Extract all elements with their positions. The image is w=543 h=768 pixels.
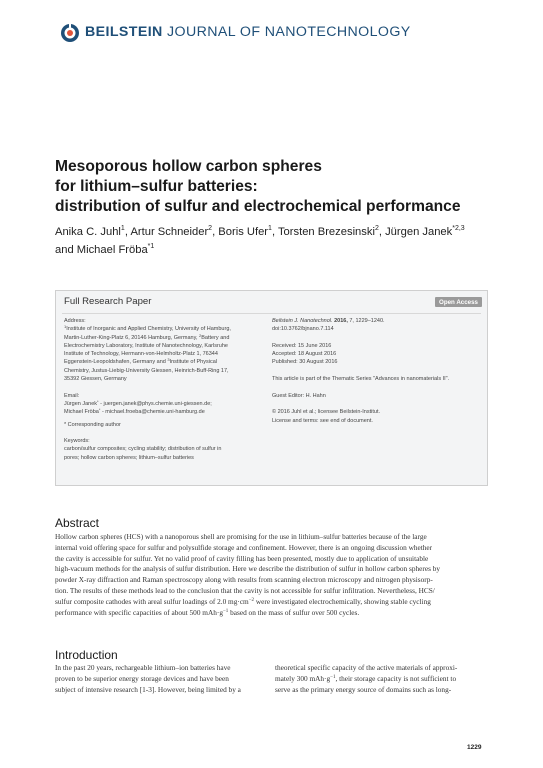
author-list: Anika C. Juhl$^1$, Artur Schneider$^2$, Boris Ufer$^1$, Torsten Brezesinski$^2$, Jürgen Janek$^{*2,3}$ and Michael Fröba$^{*1}$ xyxy=(55,225,465,256)
infobox-divider xyxy=(62,313,481,314)
abstract-text xyxy=(55,532,489,618)
author-name: Artur Schneider xyxy=(130,226,209,238)
infobox-right-column xyxy=(272,317,482,425)
author-name: Michael Fröba xyxy=(76,244,148,256)
author-affiliation: *2,3 xyxy=(452,225,465,232)
abstract-heading: Abstract xyxy=(55,516,100,530)
body-line: serve as the primary energy source of domains such as long- xyxy=(275,684,452,694)
infobox-left-column xyxy=(64,317,264,462)
introduction-column-right xyxy=(275,663,489,695)
abstract-line: the cavity is accessible for sulfur. Yet no valid proof of cavity filling has been presented, mostly due to application of unsuitable xyxy=(55,553,429,563)
introduction-column-left xyxy=(55,663,267,695)
email-link[interactable]: - juergen.janek@phys.chemie.uni-giessen.de; xyxy=(98,400,212,407)
body-line: proven to be superior energy storage devices and have been xyxy=(55,673,229,683)
page-number: 1229 xyxy=(467,744,482,751)
author-name: Torsten Brezesinski xyxy=(277,226,375,238)
email-entry: Michael Fröba* - michael.froeba@chemie.uni-hamburg.de xyxy=(64,407,205,416)
address-line: Electrochemistry Laboratory, Institute of Nanotechnology, Karlsruhe xyxy=(64,342,228,349)
accepted-date: Accepted: 18 August 2016 xyxy=(272,351,337,358)
address-line: Institute of Technology, Hermann-von-Helmholtz-Platz 1, 76344 xyxy=(64,351,218,358)
email-label: Email: xyxy=(64,392,80,399)
license-line: License and terms: see end of document. xyxy=(272,417,373,424)
abstract-line: internal void offering space for sulfur and polysulfide storage and confinement. However, there is an ongoing discussion whether xyxy=(55,542,433,552)
author-name: Jürgen Janek xyxy=(385,226,453,238)
keywords-line: pores; hollow carbon spheres; lithium–sulfur batteries xyxy=(64,454,194,461)
body-line: subject of intensive research [1-3]. However, being limited by a xyxy=(55,684,241,694)
author-affiliation: *1 xyxy=(147,243,155,250)
beilstein-logo-icon xyxy=(60,23,80,43)
keywords-line: carbon/sulfur composites; cycling stability; distribution of sulfur in xyxy=(64,446,222,453)
body-line: theoretical specific capacity of the active materials of approxi- xyxy=(275,663,458,672)
journal-name xyxy=(85,24,411,40)
article-title xyxy=(55,157,495,217)
citation: Beilstein J. Nanotechnol. 2016, 7, 1229–1240. xyxy=(272,318,385,324)
body-line: mately 300 $mAh\cdot g^{-1}$, their storage capacity is not sufficient to xyxy=(275,673,457,683)
journal-name-bold: BEILSTEIN xyxy=(85,24,163,40)
author-affiliation: 1 xyxy=(268,225,272,232)
introduction-heading: Introduction xyxy=(55,648,118,662)
keywords-label: Keywords: xyxy=(64,438,90,445)
doi-link[interactable]: doi:10.3762/bjnano.7.114 xyxy=(272,326,334,333)
address-line: Martin-Luther-King-Platz 6, 20146 Hamburg, Germany, $^2$Battery and xyxy=(64,332,230,341)
author-affiliation: 2 xyxy=(374,225,379,232)
address-label: Address: xyxy=(64,318,86,324)
received-date: Received: 15 June 2016 xyxy=(272,342,332,349)
abstract-line: performance with specific capacities of about 500 $mAh\cdot g^{-1}$ based on the mass of sulfur over 500 cycles. xyxy=(55,607,360,617)
open-access-badge: Open Access xyxy=(435,297,482,307)
email-entry: Jürgen Janek* - juergen.janek@phys.chemie.uni-giessen.de; xyxy=(64,398,212,407)
address-line: $^1$Institute of Inorganic and Applied Chemistry, University of Hamburg, xyxy=(64,324,231,333)
address-line: Eggenstein-Leopoldshafen, Germany and $^3$Institute of Physical xyxy=(64,357,217,366)
body-line: In the past 20 years, rechargeable lithium–ion batteries have xyxy=(55,663,231,672)
guest-editor: Guest Editor: H. Hahn xyxy=(272,392,326,399)
author-affiliation: 1 xyxy=(120,225,125,232)
address-line: Chemistry, Justus-Liebig-University Giessen, Heinrich-Buff-Ring 17, xyxy=(64,367,229,374)
published-date: Published: 30 August 2016 xyxy=(272,359,338,366)
corresponding-author-note: * Corresponding author xyxy=(64,421,121,428)
title-line: Mesoporous hollow carbon spheres xyxy=(55,158,322,175)
abstract-line: powder X-ray diffraction and Raman spectroscopy along with results from scanning electron microscopy and nitrogen physisorp- xyxy=(55,575,433,585)
title-line: for lithium–sulfur batteries: xyxy=(55,178,258,195)
journal-logo xyxy=(60,20,480,46)
thematic-series: This article is part of the Thematic Series "Advances in nanomaterials II". xyxy=(272,376,450,383)
abstract-line: Hollow carbon spheres (HCS) with a nanoporous shell are promising for the use in lithium–sulfur batteries because of the large xyxy=(55,532,427,541)
article-type: Full Research Paper xyxy=(64,296,152,307)
abstract-line: tion. The results of these methods lead to the conclusion that the cavity is not accessible for sulfur infiltration. Nevertheless, HCS/ xyxy=(55,585,435,595)
author-affiliation: 2 xyxy=(208,225,213,232)
author-name: Anika C. Juhl xyxy=(55,226,121,238)
address-line: 35392 Giessen, Germany xyxy=(64,376,127,383)
email-link[interactable]: - michael.froeba@chemie.uni-hamburg.de xyxy=(100,409,205,416)
title-line: distribution of sulfur and electrochemical performance xyxy=(55,198,461,215)
copyright-line: © 2016 Juhl et al.; licensee Beilstein-Institut. xyxy=(272,409,380,416)
author-name: Boris Ufer xyxy=(218,226,269,238)
abstract-line: high-vacuum methods for the analysis of sulfur distribution. Here we describe the distribution of sulfur in hollow carbon spheres by xyxy=(55,564,441,574)
article-info-box xyxy=(55,290,488,486)
abstract-line: sulfur composite cathodes with areal sulfur loadings of 2.0 $mg\cdot cm^{-2}$ were investigated electrochemically, showing stable cycling xyxy=(55,596,431,606)
journal-name-rest: JOURNAL OF NANOTECHNOLOGY xyxy=(167,24,411,40)
